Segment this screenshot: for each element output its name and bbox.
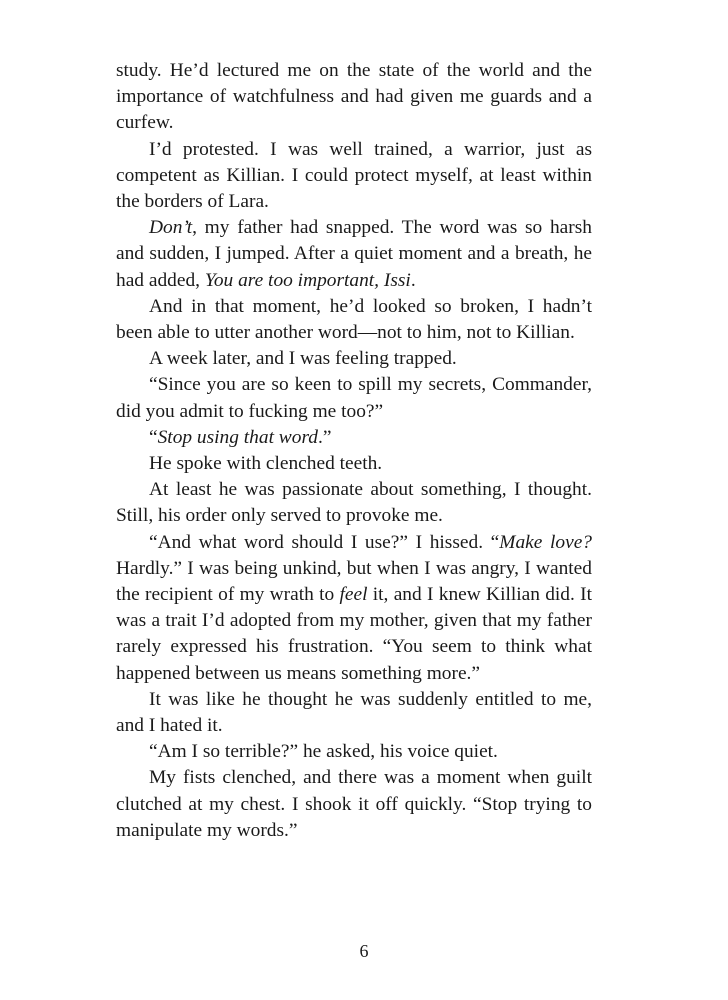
book-page-text — [116, 58, 592, 844]
paragraph-text: . — [410, 269, 416, 291]
paragraph: study. He’d lectured me on the state of the world and the importance of watchfulness and had given me guards and a curfew. — [116, 60, 592, 134]
paragraph: And in that moment, he’d looked so broken, I hadn’t been able to utter another word—not to him, not to Killian. — [116, 295, 592, 344]
paragraph: “Since you are so keen to spill my secrets, Commander, did you admit to fucking me too?” — [116, 374, 592, 422]
italic-text: Don’t — [149, 217, 193, 239]
paragraph-text: , my father had snapped. The word was so harsh and sudden, I jumped. After a quiet moment and a breath, he had added, — [116, 217, 592, 291]
paragraph: A week later, and I was feeling trapped. — [149, 348, 457, 370]
paragraph — [116, 425, 592, 451]
paragraph-text: .” — [317, 426, 332, 448]
italic-text: You are too important, Issi — [204, 269, 411, 291]
paragraph: I’d protested. I was well trained, a warrior, just as competent as Killian. I could protect myself, at least within the borders of Lara. — [116, 138, 592, 213]
italic-text: Make love? — [499, 531, 592, 553]
paragraph-text: “And what word should I use?” I hissed. “ — [149, 531, 500, 553]
paragraph: It was like he thought he was suddenly entitled to me, and I hated it. — [116, 688, 592, 737]
italic-text: feel — [339, 584, 368, 606]
paragraph: My fists clenched, and there was a moment when guilt clutched at my chest. I shook it off quickly. “Stop trying to manipulate my words.” — [116, 767, 592, 841]
paragraph-text: it, and I knew Killian did. It was a trait I’d adopted from my mother, given that my father rarely expressed his frustration. “You seem to think what happened between us means something more.” — [116, 584, 592, 684]
page-number: 6 — [359, 941, 369, 961]
italic-text: Stop using that word — [157, 426, 318, 448]
paragraph: At least he was passionate about something, I thought. Still, his order only served to provoke me. — [116, 479, 592, 527]
paragraph-text: “ — [149, 426, 158, 448]
paragraph: He spoke with clenched teeth. — [149, 453, 383, 475]
paragraph — [116, 215, 592, 294]
paragraph: “Am I so terrible?” he asked, his voice quiet. — [149, 741, 498, 763]
paragraph-text: Hardly.” I was being unkind, but when I was angry, I wanted the recipient of my wrath to — [116, 557, 592, 606]
paragraph — [116, 530, 592, 687]
